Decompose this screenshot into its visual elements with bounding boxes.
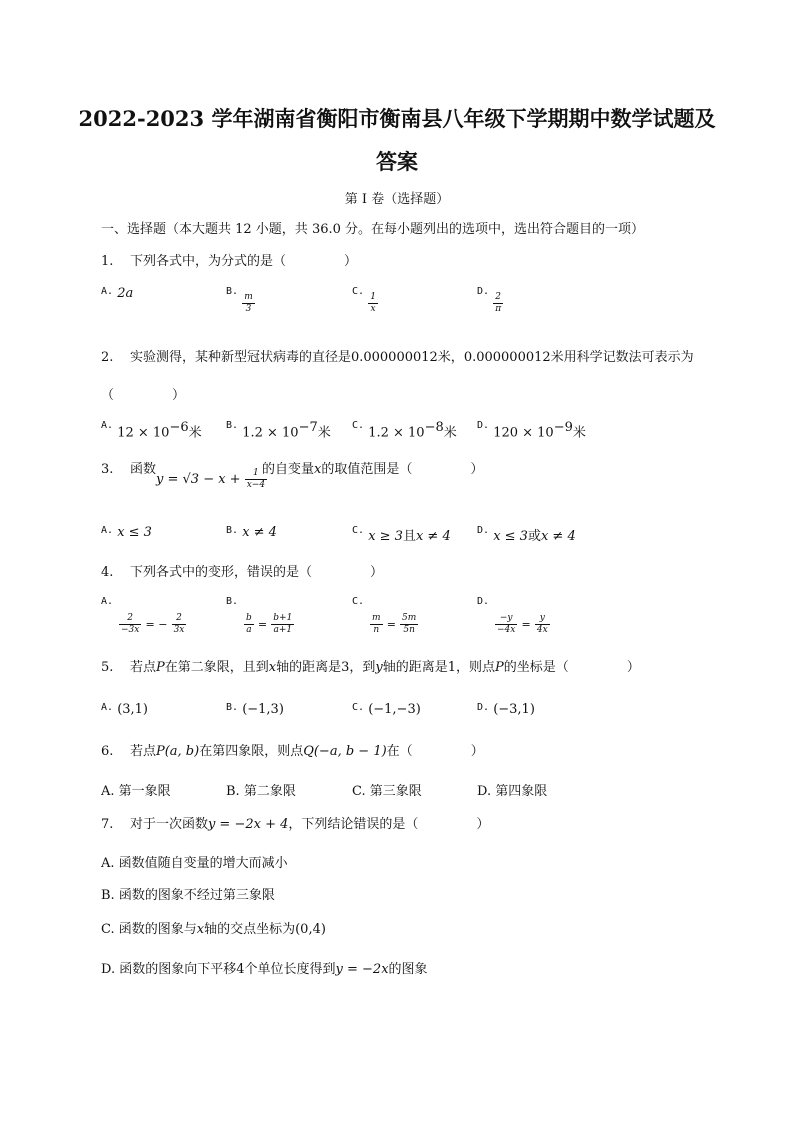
paren-close: ）: [369, 565, 383, 580]
option-label: C.: [352, 702, 365, 713]
option-label: D.: [477, 596, 490, 607]
question-text: 函数: [129, 462, 156, 477]
option-value: (3,1): [117, 702, 149, 717]
question-number: 2.: [101, 350, 114, 365]
question-text: 在第四象限，则点: [199, 744, 304, 759]
document-title-line-2: 答案: [376, 149, 418, 174]
option-text: 的图象: [388, 962, 428, 977]
number-value: 1: [447, 660, 457, 675]
question-text: ，下列结论错误的是（: [288, 817, 419, 832]
q1-option-b: [226, 286, 255, 315]
q2-option-c: [352, 420, 457, 440]
option-text: C. 函数的图象与: [101, 922, 197, 937]
q3-option-c: [352, 525, 451, 544]
numerator: b: [246, 613, 252, 623]
paren-close: ）: [470, 744, 484, 759]
option-value: x ≠ 4: [415, 529, 451, 544]
denominator: a+1: [273, 625, 293, 635]
denominator: 4x: [536, 625, 548, 635]
exponent: −6: [169, 420, 189, 435]
q4-option-d: [477, 596, 550, 636]
q3-option-a: [101, 525, 152, 540]
conjunction: 且: [402, 529, 416, 544]
numerator: m: [244, 292, 253, 302]
fraction-left: [119, 613, 141, 636]
question-7: [101, 813, 489, 832]
number-value: 3: [341, 660, 350, 675]
option-value: (−1,3): [242, 702, 284, 717]
option-value: 12 × 10: [117, 425, 170, 441]
q5-option-a: [101, 702, 148, 717]
variable: P: [495, 660, 504, 675]
unit: 米: [188, 425, 202, 441]
option-text: 轴的交点坐标为: [204, 922, 296, 937]
fraction: [242, 292, 255, 315]
exponent: −7: [298, 420, 318, 435]
q6-option-c: [352, 780, 422, 799]
question-text: ，则点: [456, 660, 496, 675]
paren-close: ）: [626, 660, 640, 675]
q7-option-a: A. 函数值随自变量的增大而减小: [101, 856, 288, 871]
option-value: x ≥ 3: [368, 529, 403, 544]
variable: y: [375, 660, 383, 675]
q4-option-b: [226, 596, 294, 636]
q6-option-d: [477, 780, 547, 799]
denominator: −3x: [121, 625, 140, 635]
option-value: (−1,−3): [368, 702, 421, 717]
question-2-answer-paren: [101, 384, 185, 403]
question-text: 对于一次函数: [129, 817, 208, 832]
option-label: C.: [352, 596, 365, 607]
number-value: 0.000000012: [350, 350, 438, 365]
question-4: [101, 561, 383, 580]
q5-option-c: [352, 702, 421, 717]
function-formula: y = −2x: [335, 962, 389, 977]
numerator: 1: [253, 468, 259, 478]
option-label: C.: [352, 525, 365, 536]
option-value: 第四象限: [495, 784, 548, 799]
paren-close: ）: [172, 388, 186, 403]
option-label: A.: [101, 702, 114, 713]
q1-option-d: [477, 286, 503, 315]
numerator: −y: [499, 613, 513, 623]
option-label: A.: [101, 420, 114, 431]
option-value: x ≤ 3: [493, 529, 528, 544]
question-3: [101, 458, 156, 477]
q2-option-d: [477, 420, 586, 440]
question-2: [101, 346, 694, 365]
exponent: −8: [424, 420, 444, 435]
fraction: [368, 292, 378, 315]
option-label: A.: [101, 596, 114, 607]
unit: 米: [317, 425, 331, 441]
option-label: D.: [477, 420, 490, 431]
denominator: π: [495, 304, 502, 314]
paren-open: （: [101, 388, 115, 403]
option-text: 个单位长度得到: [244, 962, 336, 977]
q6-option-b: [226, 780, 296, 799]
unit: 米: [443, 425, 457, 441]
q7-option-d: [101, 958, 428, 977]
option-value: x ≤ 3: [117, 525, 152, 540]
number-value: 0.000000012: [463, 350, 551, 365]
question-text: 米，: [437, 350, 464, 365]
question-text: 在（: [386, 744, 413, 759]
unit: 米: [572, 425, 586, 441]
variable: x: [196, 922, 205, 937]
equals-sign: =: [521, 618, 531, 631]
question-text: 下列各式中，为分式的是（: [129, 254, 286, 269]
denominator: n: [373, 625, 380, 635]
question-text: 实验测得，某种新型冠状病毒的直径是: [129, 350, 351, 365]
option-value: 第三象限: [369, 784, 422, 799]
question-text: 下列各式中的变形，错误的是（: [129, 565, 312, 580]
option-label: B.: [226, 525, 239, 536]
option-label: D.: [477, 784, 492, 799]
question-number: 1.: [101, 254, 114, 269]
numerator: 2: [176, 613, 182, 623]
exponent: −9: [553, 420, 573, 435]
variable: x: [314, 462, 322, 477]
q2-option-b: [226, 420, 331, 440]
q1-option-a: [101, 286, 133, 301]
option-label: B.: [226, 702, 239, 713]
option-value: x ≠ 4: [540, 529, 576, 544]
equals-sign: =: [257, 618, 268, 631]
question-text: 若点: [129, 660, 156, 675]
point-p: P(a, b): [155, 744, 200, 759]
paren-close: ）: [343, 254, 357, 269]
question-number: 5.: [101, 660, 114, 675]
option-label: B.: [226, 420, 239, 431]
option-label: A.: [101, 286, 114, 297]
option-value: x ≠ 4: [242, 525, 277, 540]
fraction-right: [535, 613, 550, 636]
numerator: 2: [127, 613, 134, 623]
q7-option-b: B. 函数的图象不经过第三象限: [101, 888, 275, 903]
equals-sign: =: [386, 618, 396, 631]
numerator: 1: [370, 292, 376, 302]
paren-close: ）: [470, 462, 484, 477]
question-text: 若点: [129, 744, 156, 759]
question-text: 的取值范围是（: [321, 462, 413, 477]
number-value: 4: [236, 962, 245, 977]
q6-option-a: [101, 780, 171, 799]
option-value: 1.2 × 10: [368, 425, 425, 441]
paren-close: ）: [476, 817, 490, 832]
question-text: 的自变量: [262, 462, 315, 477]
q4-option-c: [352, 596, 418, 636]
option-label: B.: [226, 784, 240, 799]
denominator: −4x: [497, 625, 516, 635]
option-value: 第一象限: [118, 784, 171, 799]
fraction-right: [400, 613, 418, 636]
option-label: A.: [101, 784, 115, 799]
option-label: C.: [352, 784, 366, 799]
option-label: D.: [477, 286, 490, 297]
denominator: x−4: [246, 480, 266, 490]
variable: x: [268, 660, 277, 675]
option-label: B.: [226, 596, 239, 607]
q7-option-c: [101, 918, 326, 937]
conjunction: 或: [527, 529, 541, 544]
question-text: 米用科学记数法可表示为: [550, 350, 694, 365]
question-text: 的坐标是（: [503, 660, 569, 675]
question-number: 7.: [101, 817, 114, 832]
q5-option-d: [477, 702, 535, 717]
question-number: 4.: [101, 565, 114, 580]
point-q: Q(−a, b − 1): [303, 744, 387, 759]
question-number: 3.: [101, 462, 114, 477]
option-label: B.: [226, 286, 239, 297]
fraction-right: [172, 613, 187, 636]
question-6: [101, 740, 484, 759]
q3-option-d: [477, 525, 576, 544]
question-5: [101, 656, 640, 675]
function-formula: y = −2x + 4: [207, 817, 289, 832]
option-label: A.: [101, 525, 114, 536]
fraction-left: [495, 613, 517, 636]
option-value: 第二象限: [243, 784, 296, 799]
q2-option-a: [101, 420, 202, 440]
numerator: m: [372, 613, 381, 623]
equals-sign: = −: [145, 618, 168, 631]
question-text: ，到: [349, 660, 376, 675]
denominator: 3: [245, 304, 252, 314]
denominator: 5n: [403, 625, 415, 635]
option-text: D. 函数的图象向下平移: [101, 962, 237, 977]
question-text: 轴的距离是: [382, 660, 448, 675]
formula: y = √3 − x +: [156, 472, 241, 487]
q4-option-a: [101, 596, 186, 636]
denominator: 3x: [173, 625, 185, 635]
option-value: (−3,1): [493, 702, 535, 717]
section-title: 第 I 卷（选择题）: [344, 192, 450, 207]
fraction-right: [271, 613, 294, 636]
question-text: 轴的距离是: [276, 660, 342, 675]
q5-option-b: [226, 702, 284, 717]
option-value: 1.2 × 10: [242, 425, 299, 441]
option-value: 2a: [117, 286, 134, 301]
q1-option-c: [352, 286, 378, 315]
question-text: 在第二象限，且到: [164, 660, 269, 675]
option-label: C.: [352, 286, 365, 297]
option-value: 120 × 10: [493, 425, 554, 441]
numerator: b+1: [273, 613, 293, 623]
fraction: [493, 292, 503, 315]
numerator: 5m: [402, 613, 417, 623]
numerator: y: [539, 613, 545, 623]
question-1: [101, 250, 357, 269]
denominator: x: [370, 304, 376, 314]
fraction-left: [370, 613, 383, 636]
q3-text-rest: [262, 458, 483, 477]
denominator: a: [246, 625, 252, 635]
q3-formula: [156, 468, 267, 491]
numerator: 2: [495, 292, 502, 302]
document-title-line-1: 2022-2023 学年湖南省衡阳市衡南县八年级下学期期中数学试题及: [78, 106, 716, 131]
variable: P: [155, 660, 165, 675]
question-number: 6.: [101, 744, 114, 759]
option-label: D.: [477, 525, 490, 536]
point-coordinate: (0,4): [295, 922, 326, 937]
option-label: C.: [352, 420, 365, 431]
q3-option-b: [226, 525, 277, 540]
option-label: D.: [477, 702, 490, 713]
part-heading: 一、选择题（本大题共 12 小题，共 36.0 分。在每小题列出的选项中，选出符合题目的一项）: [101, 222, 645, 237]
fraction-left: [244, 613, 254, 636]
